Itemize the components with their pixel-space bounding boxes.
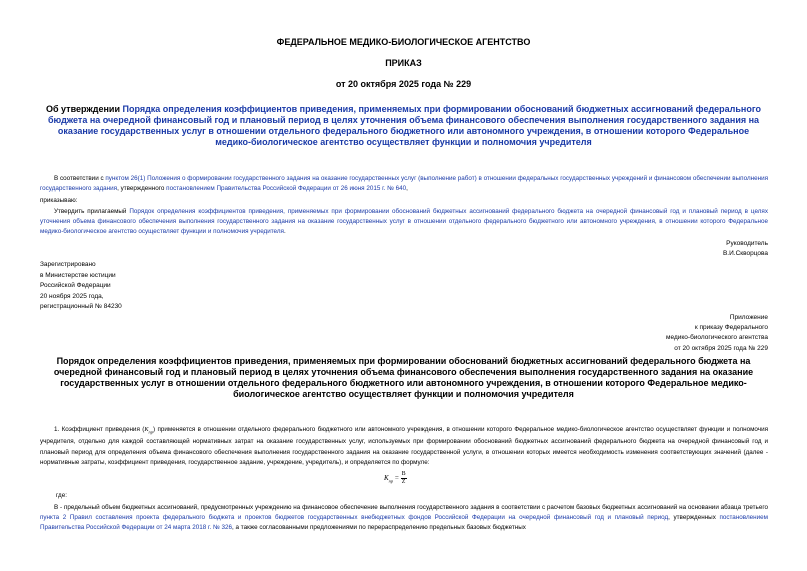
- formula-lhs: $К_{пр}$: [384, 474, 394, 484]
- document-date-number: от 20 октября 2025 года № 229: [335, 79, 472, 89]
- definition-b-text-3: , а также согласованными предложениями по перераспределению предельных базовых бюджетных: [232, 524, 526, 532]
- preamble-link-regulation[interactable]: пунктом 26(1) Положения о формировании государственного задания на оказание государственных услуг (выполнение работ) в отношении федеральных государственных учреждений и финансовом обеспечении выполнения государственного задания: [40, 175, 768, 193]
- approve-text-1: Утвердить прилагаемый: [54, 208, 130, 215]
- document-type: ПРИКАЗ: [385, 58, 422, 68]
- approve-paragraph: [40, 207, 768, 238]
- point-1-text-2: ) применяется в отношении отдельного федерального бюджетного или автономного учреждения, в отношении которого Федеральное медико-биологическое агентство осуществляет функции и полномочия учредителя, отдельно для каждой составляющей нормативных затрат на оказание государственных услуг, используемых при формировании обоснований бюджетных ассигнований федерального бюджета на очередной финансовый год и плановый период для определения объема финансового обеспечения выполнения государственного задания на оказание государственной услуги, в отношении которых имеется необходимость изменения соответствующих значений (далее - нормативные затраты, коэффициент приведения, государственное задание, учреждение, учредитель), и определяется по формуле:: [40, 426, 768, 466]
- definition-b-link-decree[interactable]: постановлением Правительства Российской Федерации от 24 марта 2018 г. № 326: [40, 514, 768, 532]
- coefficient-symbol: $К_{пр}$: [144, 426, 153, 435]
- registration-line-5: регистрационный № 84230: [40, 303, 122, 310]
- registration-line-3: Российской Федерации: [40, 282, 111, 289]
- formula-fraction: [401, 471, 407, 486]
- order-title-link[interactable]: Порядка определения коэффициентов приведения, применяемых при формировании обоснований бюджетных ассигнований федерального бюджета на очередной финансовый год и плановый период в целях уточнения объема финансового обеспечения выполнения государственного задания на оказание государственных услуг в отношении отдельного федерального бюджетного или автономного учреждения, в отношении которого Федеральное медико-биологическое агентство осуществляет функции и полномочия учредителя: [47, 104, 761, 147]
- order-title: [40, 104, 767, 148]
- approve-text-2: .: [283, 228, 286, 236]
- formula-denominator: Z: [401, 479, 406, 485]
- appendix-block: [666, 313, 768, 354]
- preamble: [40, 174, 768, 194]
- point-1-text-1: 1. Коэффициент приведения (: [54, 426, 145, 433]
- point-1: [40, 425, 768, 468]
- formula-equals: =: [393, 474, 401, 483]
- registration-block: [40, 260, 122, 313]
- definition-b: [40, 503, 768, 534]
- registration-line-4: 20 ноября 2025 года,: [40, 292, 104, 300]
- appendix-line-1: Приложение: [729, 314, 768, 321]
- registration-line-1: Зарегистрировано: [40, 261, 96, 268]
- definition-b-link-rules[interactable]: пункта 2 Правил составления проекта федерального бюджета и проектов бюджетов государственных внебюджетных фондов Российской Федерации на очередной финансовый год и плановый период: [40, 514, 669, 522]
- appendix-line-2: к приказу Федерального: [694, 324, 768, 332]
- order-word: приказываю:: [40, 197, 78, 204]
- preamble-text-2: , утвержденного: [117, 185, 167, 193]
- preamble-text-1: В соответствии с: [54, 175, 106, 182]
- agency-name: ФЕДЕРАЛЬНОЕ МЕДИКО-БИОЛОГИЧЕСКОЕ АГЕНТСТВО: [276, 37, 531, 47]
- preamble-text-3: ,: [406, 185, 408, 193]
- definition-b-text-2: , утвержденных: [668, 514, 720, 522]
- appendix-line-4: от 20 октября 2025 года № 229: [674, 344, 768, 352]
- formula: [384, 471, 407, 486]
- signature-name: В.И.Скворцова: [722, 250, 768, 258]
- registration-line-2: в Министерстве юстиции: [40, 271, 116, 279]
- where-label: где:: [56, 492, 67, 499]
- definition-b-text-1: В - предельный объем бюджетных ассигнований, предусмотренных учреждению на финансовое обеспечение выполнения государственного задания в соответствии с расчетом базовых бюджетных ассигнований на основании абзаца третьего: [54, 504, 768, 511]
- signature-position: Руководитель: [726, 240, 768, 247]
- formula-numerator: В: [401, 471, 406, 477]
- approve-link-procedure[interactable]: Порядок определения коэффициентов приведения, применяемых при формировании обоснований бюджетных ассигнований федерального бюджета на очередной финансовый год и плановый период в целях уточнения объема финансового обеспечения выполнения государственного задания на оказание государственных услуг в отношении отдельного федерального бюджетного или автономного учреждения, в отношении которого Федеральное медико-биологическое агентство осуществляет функции и полномочия учредителя: [40, 208, 768, 236]
- signature-block: [723, 239, 768, 259]
- appendix-line-3: медико-биологического агентства: [666, 334, 768, 342]
- preamble-link-decree[interactable]: постановлением Правительства Российской Федерации от 26 июня 2015 г. № 640: [166, 185, 407, 193]
- order-title-prefix: Об утверждении: [46, 104, 123, 114]
- procedure-title: Порядок определения коэффициентов приведения, применяемых при формировании обоснований бюджетных ассигнований федерального бюджета на очередной финансовый год и плановый период в целях уточнения объема финансового обеспечения выполнения государственного задания на оказание государственных услуг в отношении отдельного федерального бюджетного или автономного учреждения, в отношении которого Федеральное медико-биологическое агентство осуществляет функции и полномочия учредителя: [53, 356, 754, 399]
